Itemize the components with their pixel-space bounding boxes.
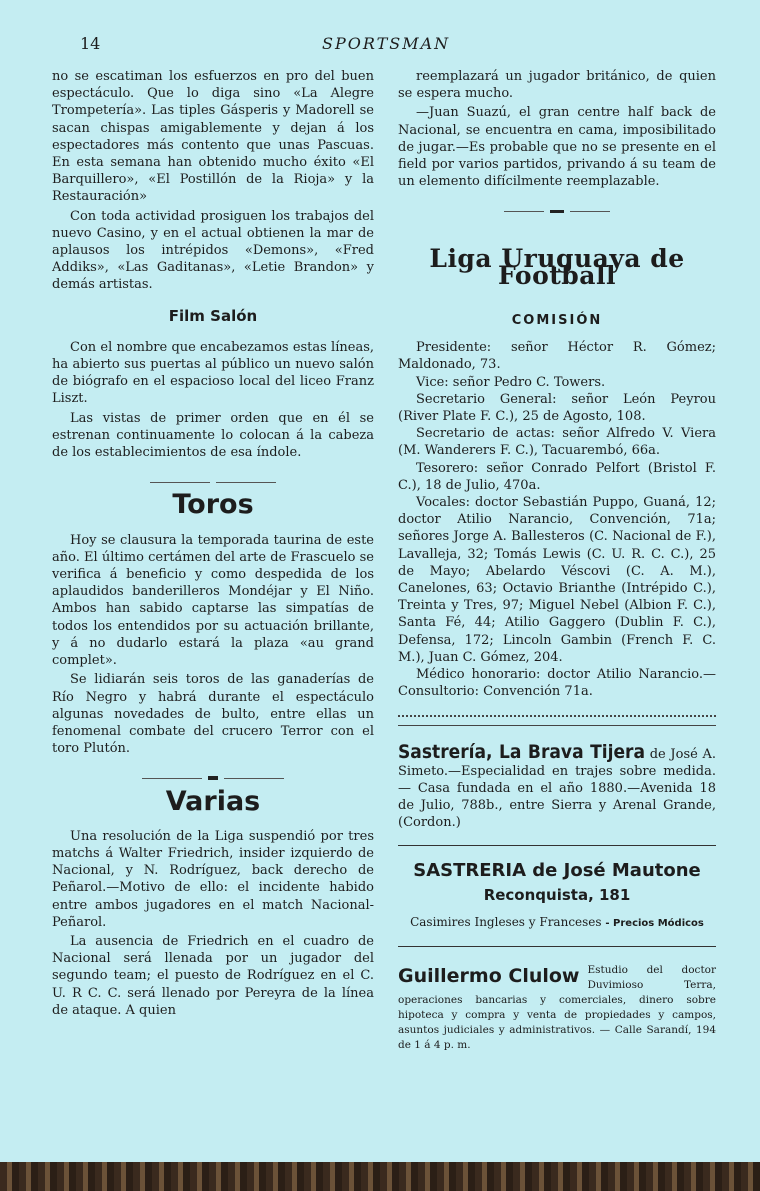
comision-entry: Tesorero: señor Conrado Pelfort (Bristol F. C.), 18 de Julio, 470a. — [398, 460, 716, 493]
ad-mautone — [398, 859, 716, 933]
film-salon-heading: Film Salón — [168, 306, 258, 325]
ad-brava-tijera-text: de José A. Simeto.—Especialidad en trajes sobre medida. — Casa fundada en el año 1880.—Avenida 18 de Julio, 788b., entre Sierra y Arenal Grande, (Cordon.) — [398, 746, 717, 830]
film-paragraph: Con el nombre que encabezamos estas líneas, ha abierto sus puertas al público un nuevo salón de biógrafo en el espacioso local del liceo Franz Liszt. — [52, 339, 374, 407]
toros-heading: Toros — [172, 489, 254, 521]
comision-heading: COMISIÓN — [511, 313, 603, 329]
ad-clulow-name: Guillermo Clulow — [398, 965, 580, 988]
section-ornament — [52, 473, 374, 490]
journal-title: SPORTSMAN — [322, 34, 451, 53]
continued-paragraph: reemplazará un jugador británico, de quien se espera mucho. — [398, 69, 716, 102]
toros-paragraph: Hoy se clausura la temporada taurina de este año. El último certámen del arte de Frascuelo se verifica á beneficio y como despedida de los aplaudidos banderilleros Mondéjar y El Niño. Ambos han sabido captarse las simpatías de todos los entendidos por su actuación brillante, y á no dudarlo estará la plaza «au grand complet». — [52, 532, 374, 669]
varias-paragraph: Una resolución de la Liga suspendió por tres matchs á Walter Friedrich, insider izquierdo de Nacional, y N. Rodríguez, back derecho de Peñarol.—Motivo de ello: el incidente habido entre ambos jugadores en el match Nacional-Peñarol. — [52, 828, 374, 930]
ad-mautone-line — [398, 914, 716, 932]
section-ornament — [52, 769, 374, 786]
comision-entry: Secretario General: señor León Peyrou (River Plate F. C.), 25 de Agosto, 108. — [398, 391, 716, 425]
film-paragraph: Las vistas de primer orden que en él se estrenan continuamente lo colocan á la cabeza de los establecimientos de esa índole. — [52, 410, 374, 461]
ad-clulow — [398, 963, 716, 1053]
intro-paragraph: no se escatiman los esfuerzos en pro del buen espectáculo. Que lo diga sino «La Alegre Trompetería». Las tiples Gásperis y Madorell se sacan chispas amigablemente y dejan á los espectadores más contento que unas Pascuas. En esta semana han obtenido mucho éxito «El Barquillero», «El Postillón de la Rioja» y la Restauración» — [52, 69, 374, 205]
section-ornament — [398, 202, 716, 219]
page-header — [0, 34, 760, 56]
comision-entry: Secretario de actas: señor Alfredo V. Viera (M. Wanderers F. C.), Tacuarembó, 66a. — [398, 426, 716, 459]
intro-paragraph: Con toda actividad prosiguen los trabajos del nuevo Casino, y en el actual obtienen la mar de aplausos los intrépidos «Demons», «Fred Addiks», «Las Gaditanas», «Letie Brandon» y demás artistas. — [52, 208, 374, 293]
ad-mautone-fabrics: Casimires Ingleses y Franceses — [410, 914, 602, 929]
page-edge-band — [0, 1162, 760, 1191]
comision-entry: Presidente: señor Héctor R. Gómez; Maldonado, 73. — [398, 340, 716, 373]
ad-mautone-title: SASTRERIA de José Mautone — [413, 859, 701, 881]
ad-clulow-text: Estudio del doctor Duvimioso Terra, operaciones bancarias y comerciales, dinero sobre hipoteca y compra y venta de propiedades y campos, asuntos judiciales y administrativos. — Calle Sarandí, 194 de 1 á 4 p. m. — [398, 964, 716, 1052]
comision-entry: Médico honorario: doctor Atilio Narancio.—Consultorio: Convención 71a. — [398, 667, 716, 700]
varias-paragraph: La ausencia de Friedrich en el cuadro de Nacional será llenada por un jugador del segundo team; el puesto de Rodríguez en el C. U. R C. C. será llenado por Pereyra de la línea de ataque. A quien — [52, 933, 374, 1018]
toros-paragraph: Se lidiarán seis toros de las ganaderías de Río Negro y habrá durante el espectáculo algunas novedades de bulto, entre ellas un fenomenal combate del crucero Terror con el toro Plutón. — [52, 672, 374, 757]
varias-heading: Varias — [165, 785, 261, 817]
liga-uruguaya-heading: Liga Uruguaya de Football — [429, 243, 685, 290]
comision-entry: Vocales: doctor Sebastián Puppo, Guaná, 12; doctor Atilio Narancio, Convención, 71a; señores Jorge A. Ballesteros (C. Nacional de F.), Lavalleja, 32; Tomás Lewis (C. U. R. C. C.), 25 de Mayo; Abelardo Véscovi (C. A. M.), Canelones, 63; Octavio Brianthe (Intrépido C.), Treinta y Tres, 97; Miguel Nebel (Albion F. C.), Santa Fé, 44; Atilio Gaggero (Dublin F. C.), Defensa, 172; Lincoln Gambin (French F. C. M.), Juan C. Gómez, 204. — [398, 495, 716, 665]
ad-brava-tijera-name: Sastrería, La Brava Tijera — [398, 740, 646, 763]
ad-divider — [398, 715, 716, 726]
ad-mautone-prices: - Precios Módicos — [605, 917, 704, 929]
right-column — [398, 68, 716, 1053]
page-number: 14 — [80, 34, 101, 53]
ad-divider — [398, 946, 716, 947]
left-column — [52, 68, 374, 1021]
comision-entry: Vice: señor Pedro C. Towers. — [416, 374, 606, 390]
ad-mautone-address: Reconquista, 181 — [483, 885, 631, 904]
continued-paragraph: —Juan Suazú, el gran centre half back de Nacional, se encuentra en cama, imposibilitado de jugar.—Es probable que no se presente en el field por varios partidos, privando á su team de un elemento difícilmente reemplazable. — [398, 105, 716, 190]
ad-divider — [398, 845, 716, 846]
ad-brava-tijera — [398, 740, 717, 831]
